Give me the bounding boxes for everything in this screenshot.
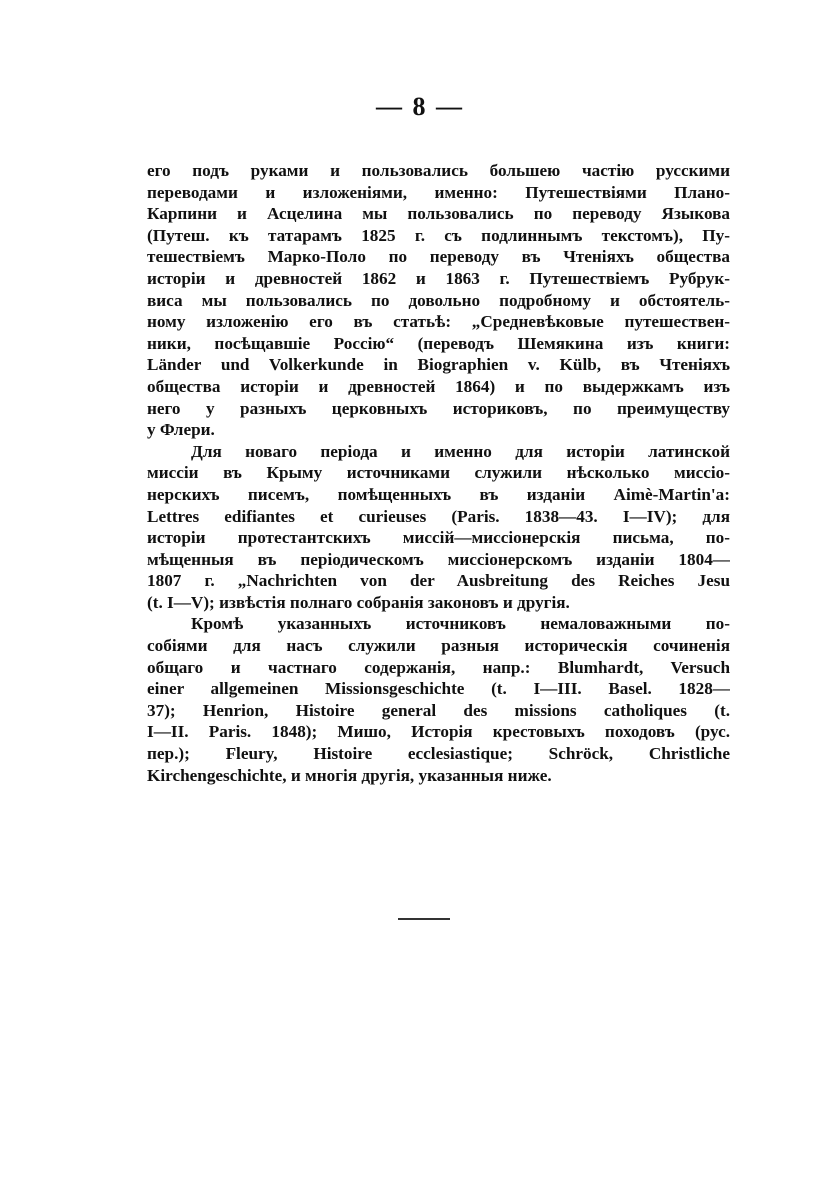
text-line: Länder und Volkerkunde in Biographien v. Külb, въ Чтеніяхъ	[147, 355, 730, 375]
text-line: нерскихъ писемъ, помѣщенныхъ въ изданіи Aimè-Martin'a:	[147, 484, 730, 504]
text-line: Карпини и Асцелина мы пользовались по переводу Языкова	[147, 204, 730, 224]
page-number: — 8 —	[376, 92, 464, 121]
text-line: ному изложенію его въ статьѣ: „Средневѣковые путешествен-	[147, 312, 730, 332]
text-line: einer allgemeinen Missionsgeschichte (t. I—III. Basel. 1828—	[147, 679, 730, 699]
text-line: общества исторіи и древностей 1864) и по выдержкамъ изъ	[147, 376, 730, 396]
text-line: 1807 г. „Nachrichten von der Ausbreitung des Reiches Jesu	[147, 571, 730, 591]
text-line: его подъ руками и пользовались большею частію русскими	[147, 161, 730, 180]
text-line: переводами и изложеніями, именно: Путешествіями Плано-	[147, 182, 730, 202]
text-line: 37); Henrion, Histoire general des missions catholiques (t.	[147, 700, 730, 720]
text-line: пер.); Fleury, Histoire ecclesiastique; Schröck, Christliche	[147, 744, 730, 764]
text-line: мѣщенныя въ періодическомъ миссіонерскомъ изданіи 1804—	[147, 549, 730, 569]
paragraph-sources-old	[147, 160, 730, 441]
text-line: тешествіемъ Марко-Поло по переводу въ Чтеніяхъ общества	[147, 247, 730, 267]
paragraph-sources-new	[147, 441, 730, 614]
text-line: ники, посѣщавшіе Россію“ (переводъ Шемякина изъ книги:	[147, 333, 730, 353]
text-line: Кромѣ указанныхъ источниковъ немаловажными по-	[191, 614, 730, 634]
text-line: виса мы пользовались по довольно подробному и обстоятель-	[147, 290, 730, 310]
body-text	[147, 160, 730, 786]
text-line: него у разныхъ церковныхъ историковъ, по преимуществу	[147, 398, 730, 418]
text-line: общаго и частнаго содержанія, напр.: Blumhardt, Versuch	[147, 657, 730, 677]
text-line: у Флери.	[147, 420, 215, 440]
text-line: (t. I—V); извѣстія полнаго собранія законовъ и другія.	[147, 592, 570, 612]
text-line: исторіи протестантскихъ миссій—миссіонерскія письма, по-	[147, 528, 730, 548]
text-line: собіями для насъ служили разныя историческія сочиненія	[147, 636, 730, 656]
text-line: Lettres edifiantes et curieuses (Paris. 1838—43. I—IV); для	[147, 506, 730, 526]
text-line: Kirchengeschichte, и многія другія, указанныя ниже.	[147, 765, 552, 785]
text-line: I—II. Paris. 1848); Мишо, Исторія крестовыхъ походовъ (рус.	[147, 722, 730, 742]
closing-rule	[398, 918, 450, 920]
paragraph-secondary-works	[147, 613, 730, 786]
text-line: исторіи и древностей 1862 и 1863 г. Путешествіемъ Рубрук-	[147, 268, 730, 288]
text-line: (Путеш. къ татарамъ 1825 г. съ подлиннымъ текстомъ), Пу-	[147, 225, 730, 245]
text-line: миссіи въ Крыму источниками служили нѣсколько миссіо-	[147, 463, 730, 483]
text-line: Для новаго періода и именно для исторіи латинской	[191, 441, 730, 461]
